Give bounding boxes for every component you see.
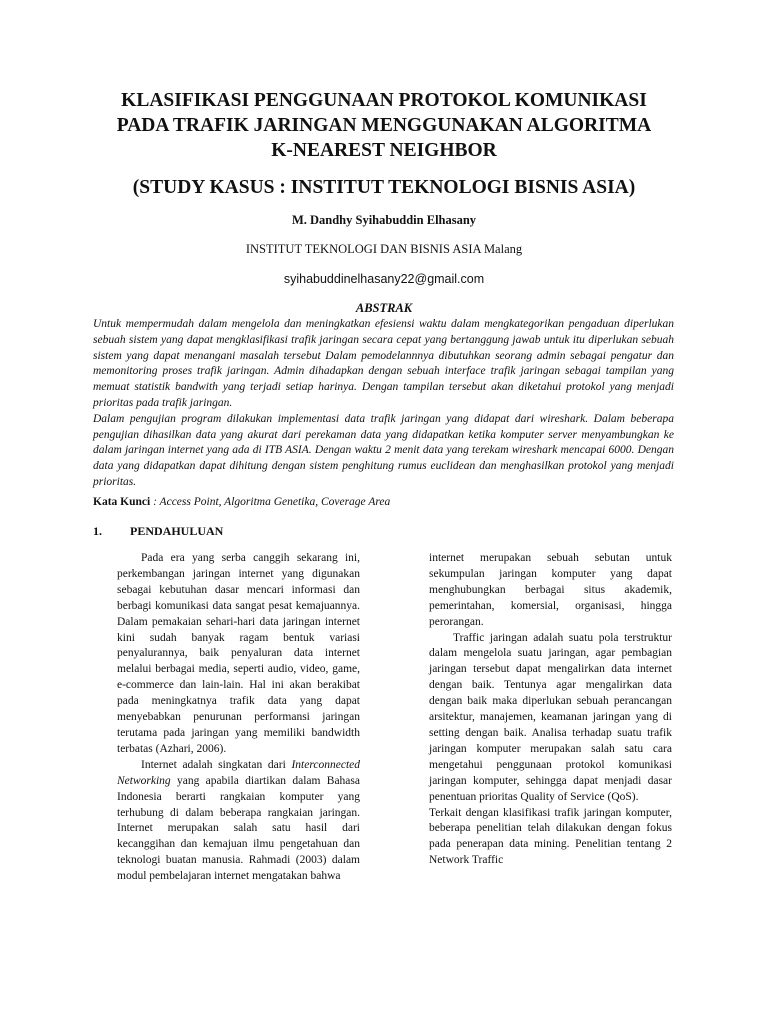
section-heading [93, 523, 223, 539]
keywords [93, 495, 674, 511]
title-line-2: PADA TRAFIK JARINGAN MENGGUNAKAN ALGORITMA [116, 115, 652, 136]
section-title: PENDAHULUAN [130, 524, 224, 538]
abstract-paragraph-1: Untuk mempermudah dalam mengelola dan meningkatkan efesiensi waktu dalam mengkategorikan pengaduan diperlukan sebuah sistem yang dapat mengklasifikasi trafik jaringan secara cepat yang bertanggung jawab untuk itu diperlukan sebuah sistem yang dapat menangani masalah tersebut Dalam pemodelannnya dibutuhkan seorang admin sebagai pengatur dan memonitoring proses trafik jaringan. Admin dihadapkan dengan sebuah interface trafik jaringan sebagai tampilan yang memuat statistik bandwith yang terjadi setiap harinya. Dengan tampilan tersebut akan diketahui protokol yang menjadi prioritas pada trafik jaringan. [93, 318, 674, 409]
intro-paragraph-2 [117, 758, 360, 885]
paper-title [60, 88, 708, 163]
paper-subtitle: (STUDY KASUS : INSTITUT TEKNOLOGI BISNIS ASIA) [132, 177, 636, 198]
section-number: 1. [93, 524, 102, 538]
title-line-3: K-NEAREST NEIGHBOR [271, 140, 497, 161]
intro-paragraph-3: internet merupakan sebuah sebutan untuk sekumpulan jaringan komputer yang dapat menghubungkan berbagai situs akademik, pemerintahan, komersial, organisasi, hingga perorangan. [429, 552, 672, 628]
intro-paragraph-4: Traffic jaringan adalah suatu pola terstruktur dalam mengelola suatu jaringan, agar pembagian jaringan tersebut dapat mengalirkan data internet dengan baik. Tentunya agar mengalirkan data dengan baik maka diperlukan sebuah perancangan arsitektur, manajemen, keamanan jaringan yang di setting dengan baik. Analisa terhadap suatu trafik jaringan komputer merupakan salah satu cara mengetahui penggunaan protokol komunikasi jaringan komputer, sehingga dapat menjadi dasar penentuan prioritas Quality of Service (QoS). [429, 631, 672, 803]
intro-p2-end: yang apabila diartikan dalam Bahasa Indonesia berarti rangkaian komputer yang terhubung di dalam beberapa rangkaian jaringan. Internet merupakan salah satu hasil dari kecanggihan dan kemajuan ilmu pengetahuan dan teknologi buatan manusia. Rahmadi (2003) dalam modul pembelajaran internet mengatakan bahwa [117, 774, 360, 883]
abstract-paragraph-2: Dalam pengujian program dilakukan implementasi data trafik jaringan yang didapat dari wireshark. Dalam beberapa pengujian dihasilkan data yang akurat dari perekaman data yang didapatkan ketika komputer server menyambungkan ke dalam jaringan internet yang ada di ITB ASIA. Dengan waktu 2 menit data yang terekam wireshark mencapai 6000. Dengan data yang didapatkan dapat dihitung dengan sistem penghitung rumus euclidean dan menghasilkan protokol yang menjadi prioritas. [93, 412, 674, 488]
keywords-label: Kata Kunci [93, 496, 151, 508]
intro-p2-start: Internet adalah singkatan dari [141, 758, 292, 771]
author-name: M. Dandhy Syihabuddin Elhasany [291, 213, 477, 227]
intro-paragraph-1: Pada era yang serba canggih sekarang ini, perkembangan jaringan internet yang digunakan sebagai kebutuhan dasar mencari informasi dan berbagi komunikasi data sangat pesat kemajuannya. Dalam pemakaian sehari-hari data jaringan internet kini sudah banyak ragam bentuk variasi penyalurannya, baik penyaluran data internet melalui berbagai media, seperti audio, video, game, e-commerce dan lain-lain. Hal ini akan berakibat pada meningkatnya trafik data yang dapat menyebabkan penurunan performansi jaringan terutama pada jaringan yang memiliki bandwidth terbatas (Azhari, 2006). [117, 552, 360, 755]
abstract-heading: ABSTRAK [355, 301, 413, 315]
title-line-1: KLASIFIKASI PENGGUNAAN PROTOKOL KOMUNIKASI [121, 90, 647, 111]
author-affiliation: INSTITUT TEKNOLOGI DAN BISNIS ASIA Malang [245, 242, 523, 256]
right-column [429, 551, 672, 869]
author-email: syihabuddinelhasany22@gmail.com [283, 272, 485, 286]
keywords-value: : Access Point, Algoritma Genetika, Coverage Area [150, 496, 391, 508]
abstract-body [93, 317, 674, 491]
intro-paragraph-5: Terkait dengan klasifikasi trafik jaringan komputer, beberapa penelitian telah dilakukan dengan fokus pada penerapan data mining. Penelitian tentang 2 Network Traffic [429, 806, 672, 867]
intro-p2-italic: Interconnected Networking [117, 758, 360, 787]
left-column [117, 551, 360, 885]
